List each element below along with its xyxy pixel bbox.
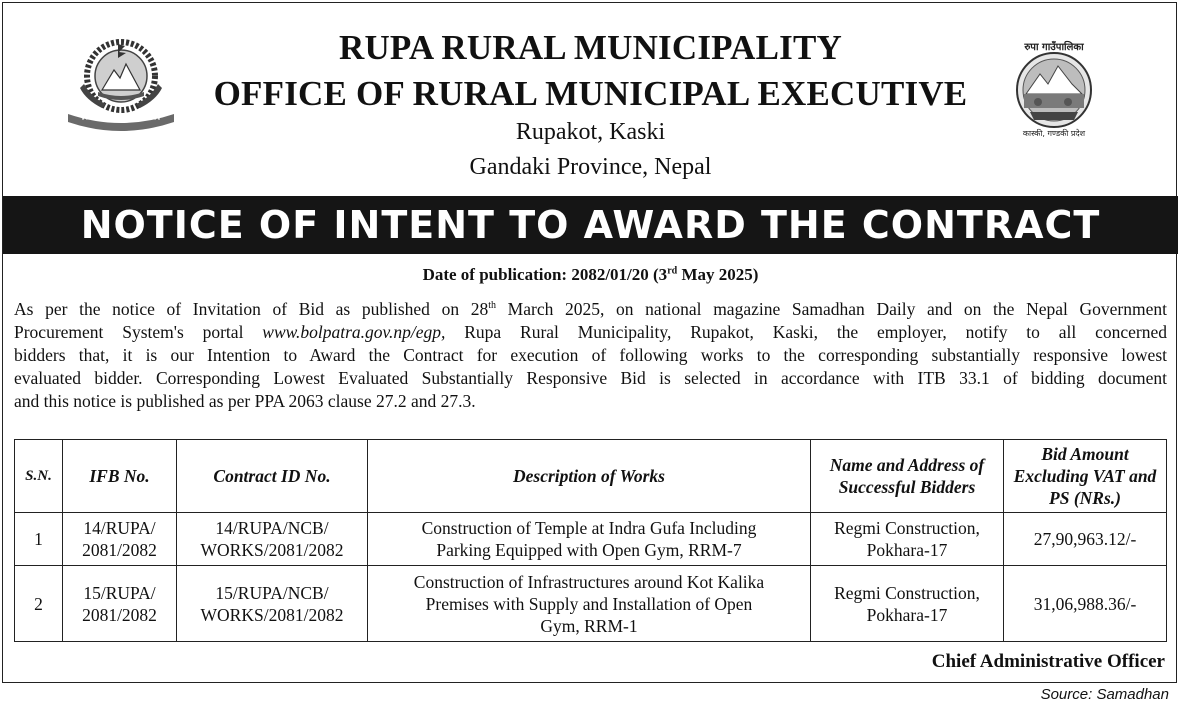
cell-contract-id: 15/RUPA/NCB/ WORKS/2081/2082 (177, 566, 368, 642)
cell-sn: 1 (15, 513, 63, 566)
table-header-row (15, 440, 1167, 513)
bolpatra-portal-link[interactable]: www.bolpatra.gov.np/egp, (262, 322, 446, 342)
cell-description: Construction of Temple at Indra Gufa Including Parking Equipped with Open Gym, RRM-7 (368, 513, 811, 566)
body-line: and this notice is published as per PPA 2063 clause 27.2 and 27.3. (14, 391, 476, 411)
cell-description: Construction of Infrastructures around Kot Kalika Premises with Supply and Installation of Open Gym, RRM-1 (368, 566, 811, 642)
notice-title-banner: NOTICE OF INTENT TO AWARD THE CONTRACT (3, 196, 1178, 254)
body-line: bidders that, it is our Intention to Award the Contract for execution of following works to the corresponding substantially responsive lowest (14, 345, 1167, 365)
logo-top-text: रुपा गाउँपालिका (1024, 42, 1084, 53)
address-line-1: Rupakot, Kaski (515, 119, 666, 145)
notice-body (14, 298, 1167, 413)
source-credit: Source: Samadhan (1040, 686, 1169, 703)
header-contract-id: Contract ID No. (177, 440, 368, 513)
office-name: OFFICE OF RURAL MUNICIPAL EXECUTIVE (213, 74, 968, 113)
cell-amount: 31,06,988.36/- (1004, 566, 1167, 642)
cell-bidder: Regmi Construction, Pokhara-17 (811, 513, 1004, 566)
signatory-title: Chief Administrative Officer (931, 651, 1165, 672)
cell-amount: 27,90,963.12/- (1004, 513, 1167, 566)
logo-bottom-text: कास्की, गण्डकी प्रदेश (1022, 129, 1086, 138)
contract-award-table (14, 439, 1167, 642)
cell-sn: 2 (15, 566, 63, 642)
table-row (15, 566, 1167, 642)
header-description: Description of Works (368, 440, 811, 513)
header-ifb: IFB No. (63, 440, 177, 513)
header-bidder: Name and Address of Successful Bidders (811, 440, 1004, 513)
body-line: Procurement System's portal www.bolpatra.gov.np/egp, Rupa Rural Municipality, Rupakot, Kaski, the employer, notify to all concerned (14, 322, 1167, 342)
publication-date: Date of publication: 2082/01/20 (3rd May 2025) (422, 265, 759, 284)
header-sn: S.N. (15, 440, 63, 513)
cell-ifb: 14/RUPA/ 2081/2082 (63, 513, 177, 566)
body-line: As per the notice of Invitation of Bid as published on 28th March 2025, on national magazine Samadhan Daily and on the Nepal Government (14, 299, 1167, 319)
body-line: evaluated bidder. Corresponding Lowest Evaluated Substantially Responsive Bid is selected in accordance with ITB 33.1 of bidding document (14, 368, 1167, 388)
cell-contract-id: 14/RUPA/NCB/ WORKS/2081/2082 (177, 513, 368, 566)
address-line-2: Gandaki Province, Nepal (469, 154, 712, 180)
table-row (15, 513, 1167, 566)
cell-bidder: Regmi Construction, Pokhara-17 (811, 566, 1004, 642)
municipality-name: RUPA RURAL MUNICIPALITY (338, 28, 843, 67)
header-amount: Bid Amount Excluding VAT and PS (NRs.) (1004, 440, 1167, 513)
cell-ifb: 15/RUPA/ 2081/2082 (63, 566, 177, 642)
